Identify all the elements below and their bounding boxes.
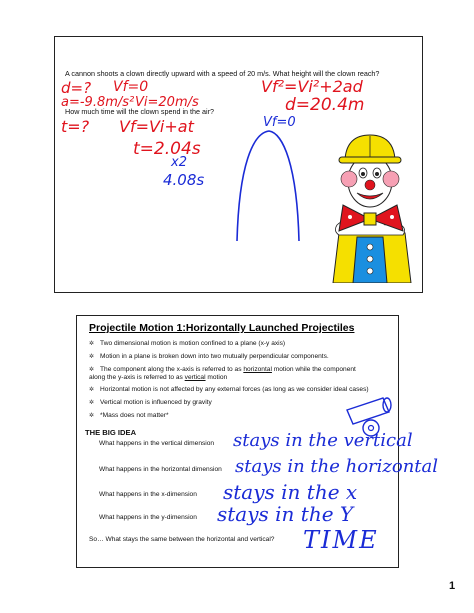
- answer-horizontal: stays in the horizontal: [235, 456, 439, 477]
- bullet-item: [89, 399, 212, 406]
- question-y-dimension: What happens in the y-dimension: [99, 514, 197, 521]
- bullet-text: motion while the component: [271, 366, 356, 373]
- hw-time-answer: t=2.04s: [133, 139, 201, 159]
- bullet-item: [89, 340, 285, 347]
- term-horizontal: horizontal: [243, 366, 272, 373]
- question-horizontal: What happens in the horizontal dimension: [99, 466, 222, 473]
- question-time: How much time will the clown spend in the air?: [65, 107, 215, 116]
- bullet-text: along the y-axis is referred to as: [89, 374, 185, 381]
- final-answer: TIME: [303, 526, 379, 554]
- hw-height-answer: d=20.4m: [285, 95, 365, 115]
- hw-equation-2: Vf=Vi+at: [119, 117, 194, 136]
- hw-times-two: x2: [171, 155, 187, 170]
- bullet-text: motion: [205, 374, 228, 381]
- question-height: A cannon shoots a clown directly upward with a speed of 20 m/s. What height will the clown reach?: [65, 69, 380, 78]
- bullet-text: Vertical motion is influenced by gravity: [100, 399, 212, 406]
- bullet-icon: ✲: [89, 413, 95, 419]
- answer-y-dimension: stays in the Y: [217, 502, 354, 526]
- bullet-icon: ✲: [89, 341, 95, 347]
- hw-t-unknown: t=?: [61, 117, 90, 136]
- bullet-icon: ✲: [89, 400, 95, 406]
- bullet-item: [89, 353, 329, 360]
- hw-acceleration: a=-9.8m/s²: [61, 95, 135, 110]
- answer-vertical: stays in the vertical: [233, 430, 413, 451]
- question-vertical: What happens in the vertical dimension: [99, 440, 215, 447]
- term-vertical: vertical: [184, 374, 206, 381]
- big-idea-heading: THE BIG IDEA: [85, 428, 137, 437]
- question-x-dimension: What happens in the x-dimension: [99, 491, 197, 498]
- bullet-item: [89, 386, 369, 393]
- trajectory-arc: [233, 125, 303, 245]
- bullet-text: Two dimensional motion is motion confined to a plane (x-y axis): [100, 340, 286, 347]
- bullet-text: The component along the x-axis is referred to as: [100, 366, 244, 373]
- answer-x-dimension: stays in the x: [223, 480, 358, 504]
- page-number: 1: [449, 580, 456, 592]
- hw-vf-zero: Vf=0: [113, 79, 149, 95]
- bullet-item: [89, 412, 169, 419]
- hw-equation-1: Vf²=Vi²+2ad: [261, 77, 363, 96]
- hw-initial-velocity: Vi=20m/s: [135, 95, 199, 110]
- bullet-text: Horizontal motion is not affected by any external forces (as long as we consider ideal cases): [100, 386, 369, 393]
- bullet-icon: ✲: [89, 387, 95, 393]
- hw-apex-velocity: Vf=0: [263, 115, 296, 130]
- bullet-text: Motion in a plane is broken down into two mutually perpendicular components.: [100, 353, 329, 360]
- bullet-item: [89, 366, 356, 373]
- bullet-icon: ✲: [89, 354, 95, 360]
- slide-1: [54, 36, 423, 293]
- slide-2: [76, 315, 439, 568]
- final-question: So… What stays the same between the horizontal and vertical?: [89, 536, 275, 543]
- bullet-text: *Mass does not matter*: [100, 412, 169, 419]
- bullet-item-continued: [89, 374, 227, 381]
- hw-d-unknown: d=?: [61, 79, 92, 97]
- slide-title: Projectile Motion 1:Horizontally Launched Projectiles: [89, 322, 355, 334]
- bullet-icon: ✲: [89, 367, 95, 373]
- clown-illustration: [323, 133, 419, 283]
- hw-total-time: 4.08s: [163, 171, 205, 189]
